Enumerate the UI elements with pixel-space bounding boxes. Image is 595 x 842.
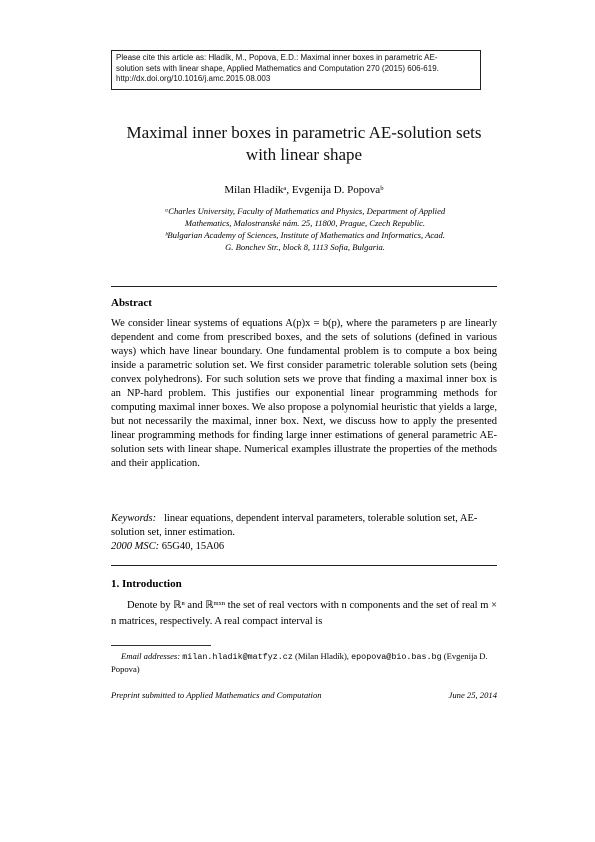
introduction-text: Denote by ℝⁿ and ℝᵐˣⁿ the set of real vectors with n components and the set of real m × n matrices, respectively. A real compact interval is — [111, 600, 497, 627]
keywords-text: linear equations, dependent interval parameters, tolerable solution set, AE-solution set, inner estimation. — [111, 513, 478, 538]
abstract-heading: Abstract — [111, 297, 152, 309]
section-heading-introduction: 1. Introduction — [111, 578, 182, 590]
footnote-emails — [111, 650, 497, 675]
title-line: with linear shape — [245, 145, 363, 164]
abstract-top-rule — [111, 286, 497, 287]
msc-label: 2000 MSC: — [111, 541, 160, 552]
preprint-note: Preprint submitted to Applied Mathematics and Computation — [111, 690, 322, 700]
author-list: Milan Hladíkᵃ, Evgenija D. Popovaᵇ — [224, 184, 384, 196]
affiliation-line: ᵇBulgarian Academy of Sciences, Institute of Mathematics and Informatics, Acad. — [165, 230, 445, 240]
title-line: Maximal inner boxes in parametric AE-solution sets — [126, 123, 482, 142]
email-owner: (Evgenija D. Popova) — [111, 651, 488, 674]
citation-box — [111, 50, 481, 90]
affiliation-line: Mathematics, Malostranské nám. 25, 11800, Prague, Czech Republic. — [184, 217, 426, 228]
abstract-text: We consider linear systems of equations A(p)x = b(p), where the parameters p are linearly dependent and come from prescribed boxes, and the sets of solutions (defined in various ways) which have linear boundary. One fundamental problem is to compute a box being inside a parametric solution set. We first consider parametric tolerable solution sets (being convex polyhedrons). For such solution sets we prove that finding a maximal inner box is an NP-hard problem. This justifies our exponential linear programming methods for computing maximal inner boxes. We also propose a polynomial heuristic that yields a large, but not necessarily the maximal, inner box. Next, we discuss how to apply the presented linear programming methods for finding large inner estimations of general parametric AE-solution sets with linear shape. Numerical examples illustrate the properties of the methods and their application. — [111, 318, 497, 469]
abstract-bottom-rule — [111, 565, 497, 566]
email-link-hladik[interactable]: milan.hladik@matfyz.cz — [182, 652, 293, 662]
affiliation-line: G. Bonchev Str., block 8, 1113 Sofia, Bulgaria. — [225, 241, 385, 252]
msc-classification — [111, 541, 224, 552]
affiliation-line: ᵃCharles University, Faculty of Mathematics and Physics, Department of Applied — [164, 206, 446, 216]
citation-doi-link[interactable]: http://dx.doi.org/10.1016/j.amc.2015.08.003 — [116, 74, 271, 83]
email-link-popova[interactable]: epopova@bio.bas.bg — [351, 652, 442, 662]
affiliation-a — [120, 206, 490, 229]
preprint-date: June 25, 2014 — [448, 690, 497, 700]
affiliation-b — [120, 230, 490, 253]
email-label: Email addresses: — [121, 651, 181, 661]
msc-codes: 65G40, 15A06 — [161, 541, 225, 552]
citation-line: Please cite this article as: Hladík, M., Popova, E.D.: Maximal inner boxes in parametric AE- — [116, 53, 438, 62]
email-owner: (Milan Hladík), — [295, 651, 349, 661]
citation-line: solution sets with linear shape, Applied Mathematics and Computation 270 (2015) 606-619. — [116, 63, 439, 73]
keywords — [111, 512, 497, 540]
paper-title — [111, 122, 497, 166]
footnote-rule — [111, 645, 211, 646]
keywords-label: Keywords: — [111, 513, 157, 524]
